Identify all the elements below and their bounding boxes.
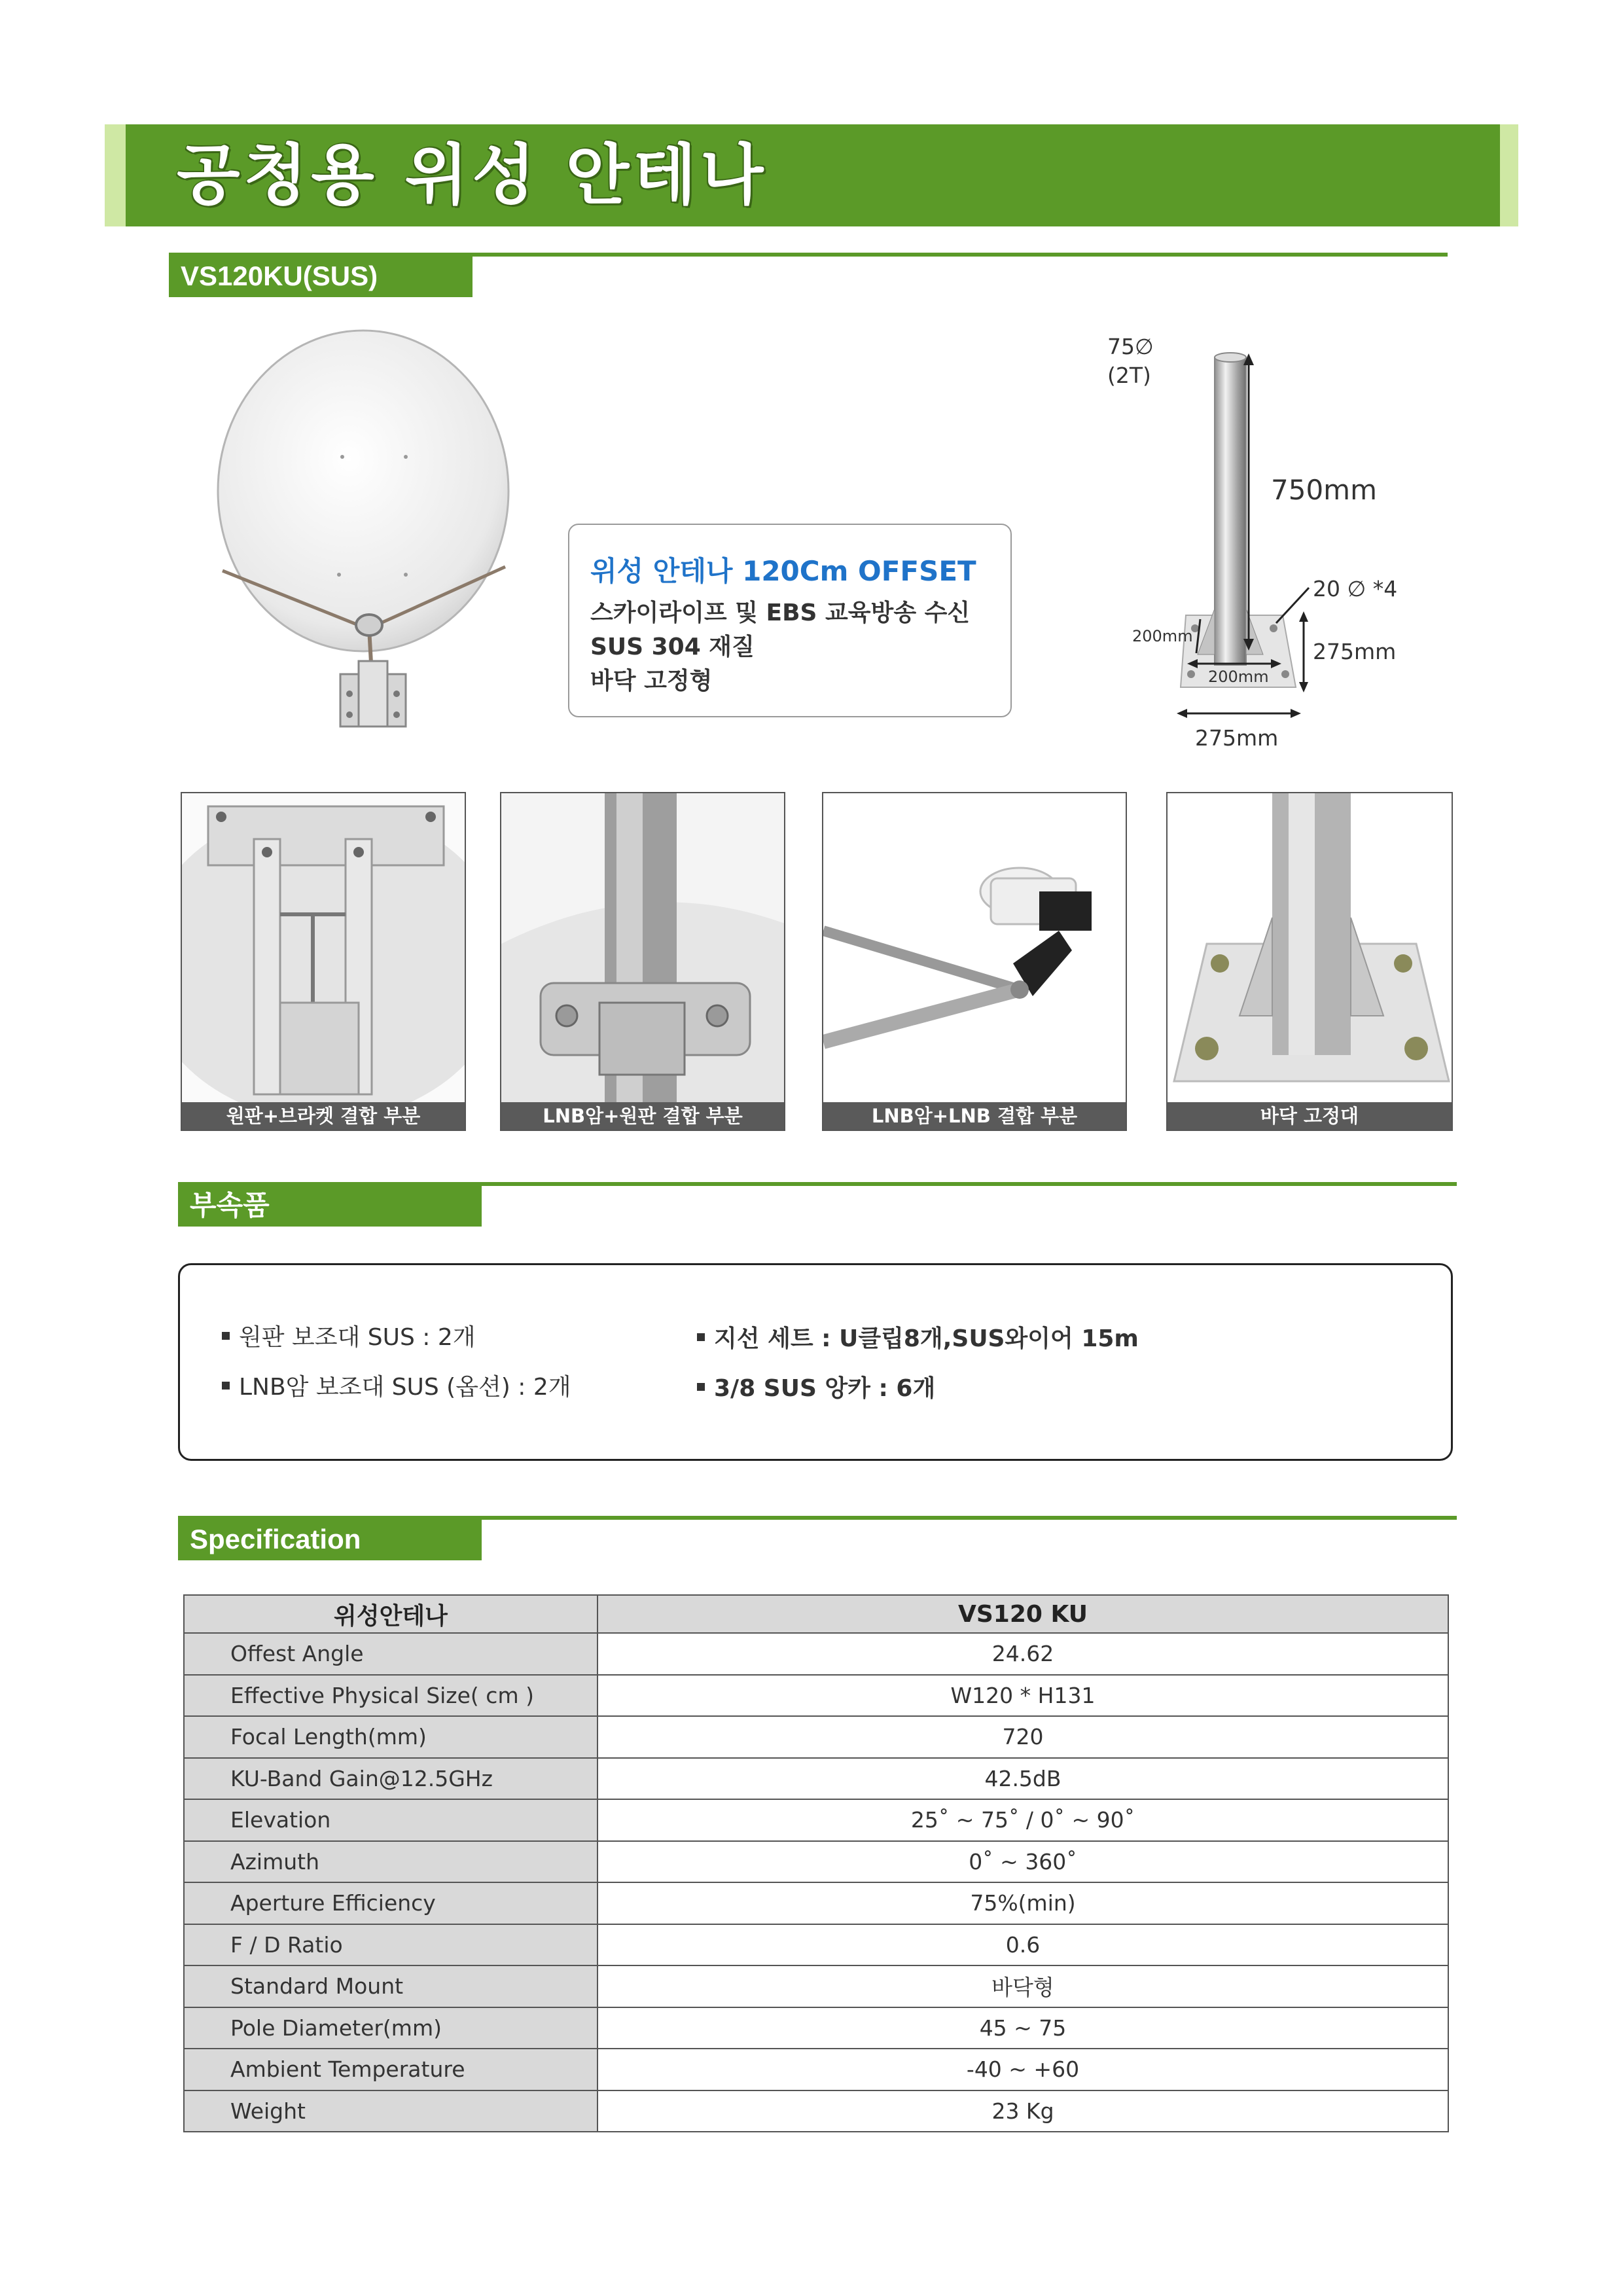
spec-header-row: [184, 1595, 1448, 1633]
accessories-box: [178, 1263, 1453, 1461]
table-row: [184, 1633, 1448, 1675]
table-row: [184, 1758, 1448, 1800]
photo-caption: LNB암+LNB 결합 부분: [823, 1102, 1126, 1130]
photo-dish-bracket: [181, 792, 466, 1131]
table-row: [184, 1841, 1448, 1883]
pole-diagram: [1099, 327, 1427, 759]
spec-value: -40 ~ +60: [597, 2049, 1448, 2090]
table-row: [184, 1965, 1448, 2007]
photo-caption: 원판+브라켓 결합 부분: [182, 1102, 465, 1130]
spec-label: Ambient Temperature: [184, 2049, 597, 2090]
spec-header-value: VS120 KU: [597, 1595, 1448, 1633]
accessory-item: 3/8 SUS 앙카 : 6개: [697, 1370, 935, 1403]
spec-value: 42.5dB: [597, 1758, 1448, 1800]
spec-value: 45 ~ 75: [597, 2007, 1448, 2049]
photo-lnb-arm-dish: [500, 792, 785, 1131]
spec-value: 바닥형: [597, 1965, 1448, 2007]
accessory-item: LNB암 보조대 SUS (옵션) : 2개: [222, 1369, 571, 1402]
pipe-thickness-label: (2T): [1107, 363, 1151, 388]
spec-label: Standard Mount: [184, 1965, 597, 2007]
bolt-hole-label: 20 ∅ *4: [1313, 576, 1398, 601]
spec-value: W120 * H131: [597, 1675, 1448, 1717]
spec-header-label: 위성안테나: [184, 1595, 597, 1633]
accessories-section-label: 부속품: [178, 1185, 482, 1227]
bullet-icon: [222, 1332, 230, 1340]
spec-label: KU-Band Gain@12.5GHz: [184, 1758, 597, 1800]
model-section-label: VS120KU(SUS): [169, 255, 473, 297]
feature-title: 위성 안테나 120Cm OFFSET: [590, 555, 976, 587]
spec-label: F / D Ratio: [184, 1924, 597, 1966]
table-row: [184, 1716, 1448, 1758]
bullet-icon: [697, 1383, 705, 1391]
spec-label: Weight: [184, 2090, 597, 2132]
feature-line: SUS 304 재질: [590, 634, 755, 660]
spec-value: 23 Kg: [597, 2090, 1448, 2132]
table-row: [184, 1675, 1448, 1717]
pipe-diameter-label: 75∅: [1107, 334, 1154, 359]
inner-width-label: 200mm: [1208, 668, 1269, 686]
table-row: [184, 2090, 1448, 2132]
spec-value: 720: [597, 1716, 1448, 1758]
bullet-icon: [697, 1333, 705, 1341]
table-row: [184, 1882, 1448, 1924]
table-row: [184, 1924, 1448, 1966]
spec-value: 24.62: [597, 1633, 1448, 1675]
spec-label: Aperture Efficiency: [184, 1882, 597, 1924]
dish-image: [209, 327, 537, 733]
accessory-item: 원판 보조대 SUS : 2개: [222, 1319, 476, 1352]
table-row: [184, 1799, 1448, 1841]
pole-height-label: 750mm: [1271, 474, 1377, 506]
photo-floor-mount: [1166, 792, 1453, 1131]
spec-label: Focal Length(mm): [184, 1716, 597, 1758]
feature-line: 스카이라이프 및 EBS 교육방송 수신: [590, 600, 971, 626]
page-title: 공청용 위성 안테나: [177, 137, 768, 213]
spec-table: [183, 1594, 1449, 2132]
spec-label: Effective Physical Size( cm ): [184, 1675, 597, 1717]
spec-value: 75%(min): [597, 1882, 1448, 1924]
inner-height-label: 200mm: [1132, 627, 1193, 645]
photo-caption: LNB암+원판 결합 부분: [501, 1102, 784, 1130]
spec-label: Azimuth: [184, 1841, 597, 1883]
bullet-icon: [222, 1382, 230, 1390]
spec-label: Pole Diameter(mm): [184, 2007, 597, 2049]
spec-value: 0.6: [597, 1924, 1448, 1966]
plate-height-label: 275mm: [1313, 639, 1397, 664]
spec-label: Elevation: [184, 1799, 597, 1841]
spec-section-label: Specification: [178, 1518, 482, 1560]
accessory-item: 지선 세트 : U클립8개,SUS와이어 15m: [697, 1320, 1139, 1354]
spec-value: 25˚ ~ 75˚ / 0˚ ~ 90˚: [597, 1799, 1448, 1841]
plate-width-label: 275mm: [1195, 725, 1279, 751]
spec-label: Offest Angle: [184, 1633, 597, 1675]
photo-lnb-arm-lnb: [822, 792, 1127, 1131]
feature-line: 바닥 고정형: [590, 668, 713, 694]
photo-caption: 바닥 고정대: [1168, 1102, 1452, 1130]
spec-value: 0˚ ~ 360˚: [597, 1841, 1448, 1883]
feature-box: [568, 524, 1012, 717]
table-row: [184, 2049, 1448, 2090]
table-row: [184, 2007, 1448, 2049]
